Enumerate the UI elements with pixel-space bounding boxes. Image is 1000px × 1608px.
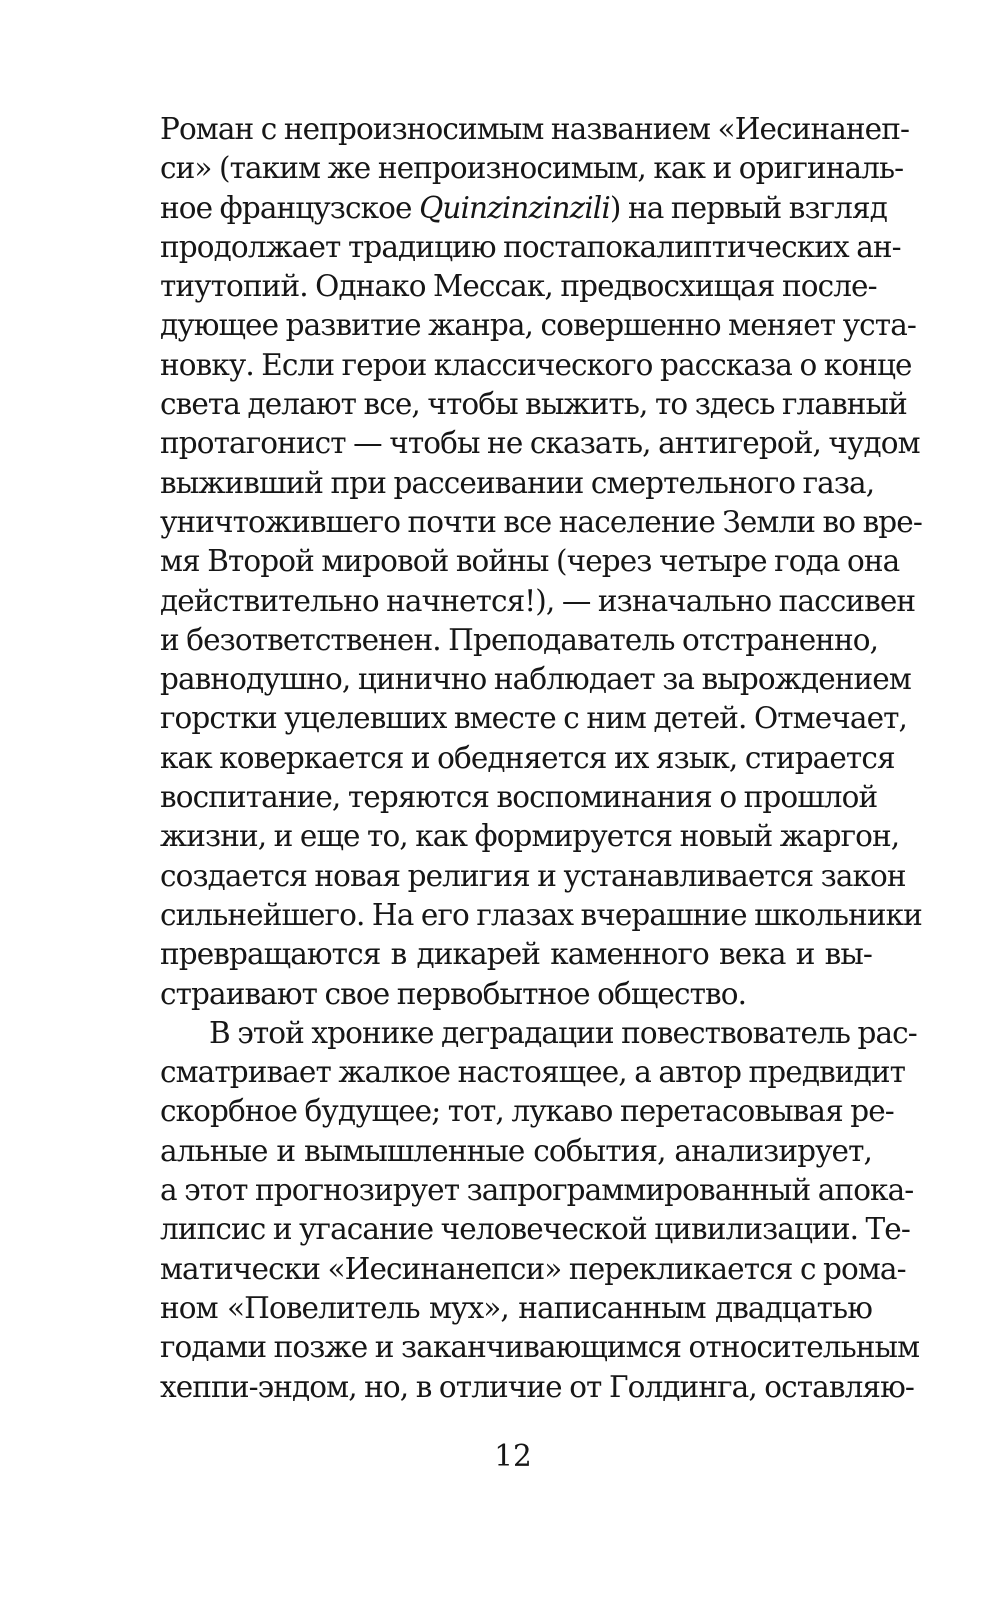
text-line: матически «Иесинанепси» перекликается с рома- <box>160 1251 906 1286</box>
text-line: хеппи-эндом, но, в отличие от Голдинга, оставляю- <box>160 1369 914 1404</box>
text-line: действительно начнется!), — изначально пассивен <box>160 583 916 618</box>
text-run: ное французское <box>160 190 420 225</box>
text-line: Роман с непроизносимым названием «Иесинанеп- <box>160 112 910 146</box>
paragraph <box>160 1014 920 1407</box>
italic-title: Quinzinzinzili <box>419 190 610 225</box>
text-line: превращаются в дикарей каменного века и вы- <box>160 937 872 972</box>
text-line: липсис и угасание человеческой цивилизации. Те- <box>160 1212 910 1247</box>
text-line: света делают все, чтобы выжить, то здесь главный <box>160 387 907 422</box>
text-line: продолжает традицию постапокалиптических ан- <box>160 229 901 264</box>
text-line: и безответственен. Преподаватель отстраненно, <box>160 622 879 657</box>
text-line: создается новая религия и устанавливается закон <box>160 858 906 893</box>
text-line: горстки уцелевших вместе с ним детей. Отмечает, <box>160 701 908 736</box>
text-line: дующее развитие жанра, совершенно меняет уста- <box>160 308 916 343</box>
text-line: равнодушно, цинично наблюдает за вырождением <box>160 662 911 697</box>
text-line: протагонист — чтобы не сказать, антигерой, чудом <box>160 426 920 461</box>
text-line: новку. Если герои классического рассказа о конце <box>160 347 912 382</box>
text-line: тиутопий. Однако Мессак, предвосхищая после- <box>160 269 877 304</box>
text-line: годами позже и заканчивающимся относительным <box>160 1330 920 1365</box>
text-line: ном «Повелитель мух», написанным двадцатью <box>160 1290 872 1325</box>
text-line: сматривает жалкое настоящее, а автор предвидит <box>160 1055 906 1090</box>
paragraph <box>160 110 922 1014</box>
text-line: альные и вымышленные события, анализирует, <box>160 1133 872 1168</box>
text-line: жизни, и еще то, как формируется новый жаргон, <box>160 819 900 854</box>
text-line: сильнейшего. На его глазах вчерашние школьники <box>160 897 922 932</box>
text-line: В этой хронике деградации повествователь рас- <box>209 1015 917 1050</box>
body-text <box>160 110 922 1407</box>
text-line: мя Второй мировой войны (через четыре года она <box>160 544 900 579</box>
text-line: а этот прогнозирует запрограммированный апока- <box>160 1173 914 1208</box>
text-line: выживший при рассеивании смертельного газа, <box>160 465 875 500</box>
text-line <box>160 189 888 228</box>
text-line: как коверкается и обедняется их язык, стирается <box>160 740 895 775</box>
text-line: скорбное будущее; тот, лукаво перетасовывая ре- <box>160 1094 894 1129</box>
page-number: 12 <box>494 1439 532 1473</box>
text-line: си» (таким же непроизносимым, как и оригиналь- <box>160 151 904 186</box>
text-line: страивают свое первобытное общество. <box>160 976 747 1011</box>
text-run: ) на первый взгляд <box>609 190 888 225</box>
text-line: воспитание, теряются воспоминания о прошлой <box>160 780 878 815</box>
text-line: уничтожившего почти все население Земли во вре- <box>160 504 922 539</box>
